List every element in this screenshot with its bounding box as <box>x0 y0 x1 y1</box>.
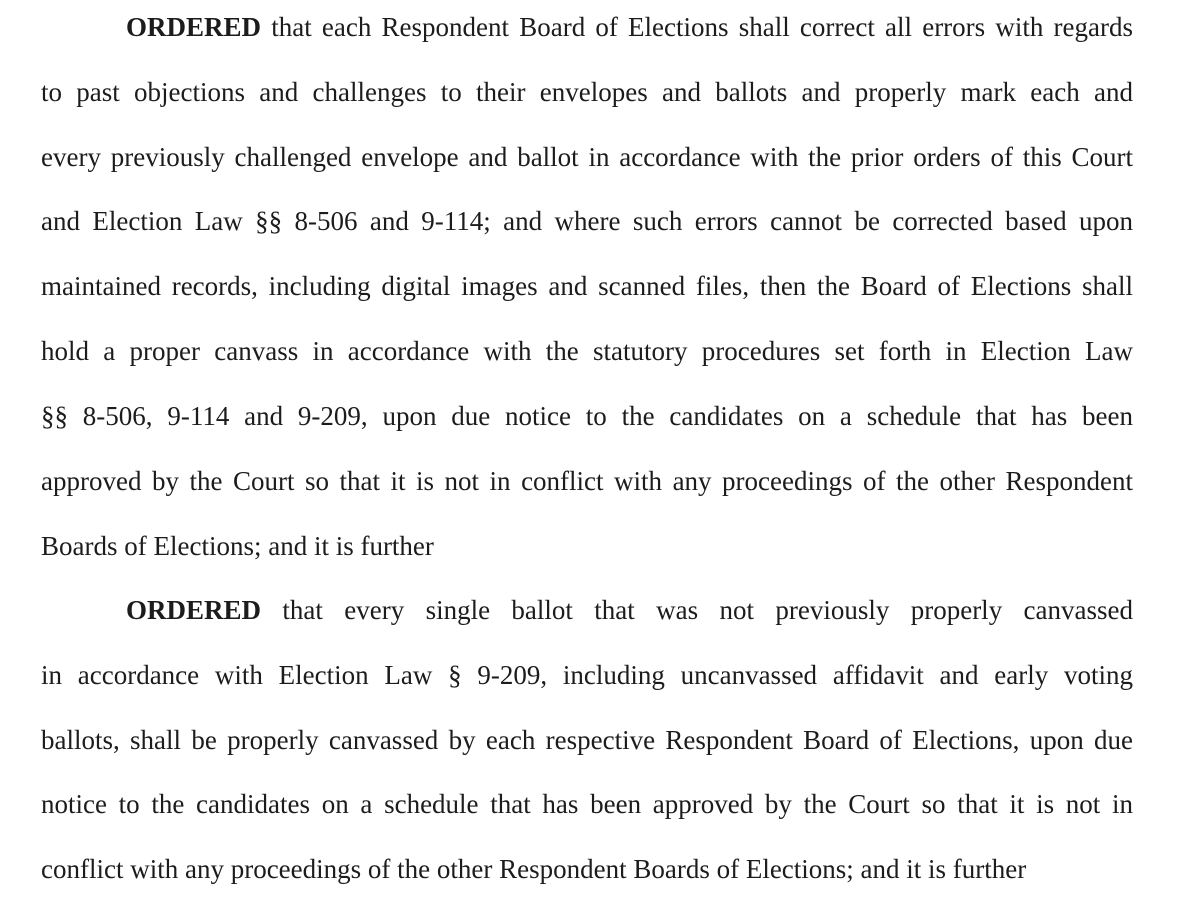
paragraph-2-first-line <box>126 593 1133 627</box>
paragraph-1-line-3: every previously challenged envelope and ballot in accordance with the prior orders of this Court <box>41 142 1133 172</box>
paragraph-2-line-2: in accordance with Election Law § 9-209, including uncanvassed affidavit and early voting <box>41 660 1133 690</box>
paragraph-1-line-4: and Election Law §§ 8-506 and 9-114; and where such errors cannot be corrected based upon <box>41 206 1133 236</box>
paragraph-1-line-2: to past objections and challenges to their envelopes and ballots and properly mark each and <box>41 77 1133 107</box>
paragraph-2-line-5: conflict with any proceedings of the other Respondent Boards of Elections; and it is further <box>41 854 1027 884</box>
paragraph-1-line-9: Boards of Elections; and it is further <box>41 531 434 561</box>
ordered-keyword: ORDERED <box>126 12 262 42</box>
paragraph-2-line-3: ballots, shall be properly canvassed by each respective Respondent Board of Elections, upon due <box>41 725 1133 755</box>
paragraph-1-line-7: §§ 8-506, 9-114 and 9-209, upon due notice to the candidates on a schedule that has been <box>41 401 1133 431</box>
paragraph-1-line-8: approved by the Court so that it is not in conflict with any proceedings of the other Respondent <box>41 466 1133 496</box>
paragraph-1-first-line-text: that each Respondent Board of Elections shall correct all errors with regards <box>271 12 1134 42</box>
ordered-keyword: ORDERED <box>126 595 262 625</box>
paragraph-2-line-4: notice to the candidates on a schedule that has been approved by the Court so that it is not in <box>41 789 1133 819</box>
paragraph-1-first-line <box>126 10 1133 44</box>
paragraph-1-line-6: hold a proper canvass in accordance with the statutory procedures set forth in Election Law <box>41 336 1133 366</box>
paragraph-1-line-5: maintained records, including digital images and scanned files, then the Board of Elections shall <box>41 271 1133 301</box>
paragraph-2-first-line-text: that every single ballot that was not previously properly canvassed <box>282 595 1134 625</box>
